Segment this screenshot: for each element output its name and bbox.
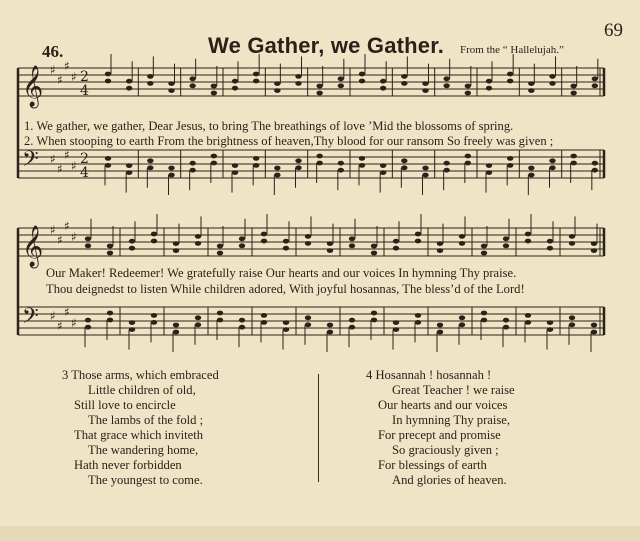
note-head (327, 330, 333, 335)
note-head (239, 318, 245, 323)
note-head (549, 81, 555, 86)
stanza-4-line: So graciously given ; (392, 443, 499, 457)
note-head (338, 168, 344, 173)
note-head (380, 86, 386, 91)
stanza-3-line: The youngest to come. (88, 473, 203, 487)
note-head (437, 248, 443, 253)
stanza-divider (318, 374, 319, 482)
note-head (528, 166, 534, 171)
note-head (107, 244, 113, 249)
note-head (380, 79, 386, 84)
note-head (253, 156, 259, 161)
note-head (232, 163, 238, 168)
note-head (147, 158, 153, 163)
note-head (437, 241, 443, 246)
note-head (481, 244, 487, 249)
note-head (107, 251, 113, 256)
note-head (393, 239, 399, 244)
note-head (359, 156, 365, 161)
stanza-3-line: The lambs of the fold ; (88, 413, 204, 427)
note-head (189, 76, 195, 81)
note-head (393, 320, 399, 325)
note-head (195, 234, 201, 239)
note-head (569, 315, 575, 320)
page-bottom-edge (0, 526, 640, 541)
note-head (401, 165, 407, 170)
bass-clef-icon: 𝄢 (22, 147, 39, 177)
note-head (415, 320, 421, 325)
note-head (126, 170, 132, 175)
note-head (591, 241, 597, 246)
note-head (507, 72, 513, 77)
note-head (173, 330, 179, 335)
note-head (465, 161, 471, 166)
note-head (261, 232, 267, 237)
note-head (592, 168, 598, 173)
sharp-icon: ♯ (50, 152, 56, 166)
note-head (129, 246, 135, 251)
note-head (528, 81, 534, 86)
note-head (327, 323, 333, 328)
note-head (305, 241, 311, 246)
note-head (338, 83, 344, 88)
note-head (547, 246, 553, 251)
note-head (211, 84, 217, 89)
sharp-icon: ♯ (57, 319, 63, 333)
note-head (503, 318, 509, 323)
note-head (401, 81, 407, 86)
note-head (570, 91, 576, 96)
stanza-4-line: In hymning Thy praise, (392, 413, 510, 427)
lyric-line-4: Thou deignedst to listen While children adored, With joyful hosannas, The bless’d of the Lord! (46, 282, 525, 296)
note-head (232, 170, 238, 175)
page-number: 69 (604, 20, 623, 41)
note-head (371, 244, 377, 249)
note-head (217, 251, 223, 256)
note-head (437, 330, 443, 335)
note-head (549, 74, 555, 79)
note-head (107, 318, 113, 323)
note-head (443, 76, 449, 81)
sharp-icon: ♯ (57, 73, 63, 87)
note-head (211, 91, 217, 96)
sharp-icon: ♯ (71, 70, 77, 84)
note-head (359, 163, 365, 168)
hymn-number: 46. (42, 42, 64, 61)
note-head (195, 322, 201, 327)
sharp-icon: ♯ (64, 219, 70, 233)
sharp-icon: ♯ (64, 59, 70, 73)
note-head (459, 315, 465, 320)
note-head (283, 246, 289, 251)
note-head (316, 154, 322, 159)
note-head (528, 88, 534, 93)
time-signature-top: 2 (80, 151, 89, 167)
note-head (147, 165, 153, 170)
note-head (569, 322, 575, 327)
note-head (459, 241, 465, 246)
note-head (570, 84, 576, 89)
note-head (481, 251, 487, 256)
note-head (393, 327, 399, 332)
sharp-icon: ♯ (64, 148, 70, 162)
note-head (525, 320, 531, 325)
stanza-4-line: For blessings of earth (378, 458, 487, 472)
note-head (316, 84, 322, 89)
note-head (592, 161, 598, 166)
note-head (168, 173, 174, 178)
note-head (592, 76, 598, 81)
note-head (211, 161, 217, 166)
note-head (547, 239, 553, 244)
time-signature-bottom: 4 (80, 165, 89, 181)
sharp-icon: ♯ (57, 162, 63, 176)
note-head (380, 170, 386, 175)
note-head (465, 84, 471, 89)
stanza-4-line: Our hearts and our voices (378, 398, 508, 412)
note-head (443, 168, 449, 173)
note-head (465, 154, 471, 159)
sharp-icon: ♯ (57, 233, 63, 247)
note-head (261, 313, 267, 318)
note-head (173, 241, 179, 246)
note-head (105, 163, 111, 168)
note-head (85, 325, 91, 330)
note-head (305, 234, 311, 239)
stanza-3-line: 3 Those arms, which embraced (62, 368, 219, 382)
note-head (415, 239, 421, 244)
note-head (305, 315, 311, 320)
sharp-icon: ♯ (71, 230, 77, 244)
note-head (126, 79, 132, 84)
sharp-icon: ♯ (71, 316, 77, 330)
note-head (393, 246, 399, 251)
note-head (503, 236, 509, 241)
note-head (525, 313, 531, 318)
note-head (437, 323, 443, 328)
note-head (217, 311, 223, 316)
note-head (316, 91, 322, 96)
note-head (129, 327, 135, 332)
note-head (443, 161, 449, 166)
note-head (105, 72, 111, 77)
sharp-icon: ♯ (50, 309, 56, 323)
note-head (129, 239, 135, 244)
stanza-4-line: 4 Hosannah ! hosannah ! (366, 368, 492, 382)
sharp-icon: ♯ (50, 223, 56, 237)
note-head (591, 323, 597, 328)
stanza-4-line: For precept and promise (378, 428, 501, 442)
note-head (359, 72, 365, 77)
note-head (283, 327, 289, 332)
note-head (105, 156, 111, 161)
hymn-source: From the “ Hallelujah.” (460, 44, 564, 56)
stanza-3-line: Little children of old, (88, 383, 196, 397)
note-head (359, 79, 365, 84)
note-head (486, 86, 492, 91)
stanza-4-line: And glories of heaven. (392, 473, 507, 487)
note-head (422, 166, 428, 171)
note-head (486, 79, 492, 84)
note-head (211, 154, 217, 159)
note-head (549, 165, 555, 170)
note-head (274, 173, 280, 178)
note-head (486, 163, 492, 168)
sharp-icon: ♯ (64, 305, 70, 319)
note-head (239, 325, 245, 330)
note-head (338, 161, 344, 166)
note-head (503, 325, 509, 330)
stanza-3-line: The wandering home, (88, 443, 199, 457)
note-head (151, 232, 157, 237)
note-head (371, 318, 377, 323)
treble-clef-icon: 𝄞 (22, 226, 44, 267)
note-head (507, 156, 513, 161)
note-head (274, 88, 280, 93)
note-head (549, 158, 555, 163)
note-head (274, 166, 280, 171)
note-head (415, 232, 421, 237)
note-head (295, 81, 301, 86)
stanza-4 (366, 368, 515, 488)
note-head (261, 239, 267, 244)
note-head (459, 322, 465, 327)
note-head (129, 320, 135, 325)
note-head (217, 318, 223, 323)
note-head (327, 248, 333, 253)
stanza-4-line: Great Teacher ! we raise (392, 383, 515, 397)
note-head (481, 311, 487, 316)
note-head (349, 325, 355, 330)
note-head (338, 76, 344, 81)
note-head (507, 163, 513, 168)
note-head (547, 320, 553, 325)
note-head (151, 313, 157, 318)
note-head (547, 327, 553, 332)
note-head (401, 74, 407, 79)
note-head (126, 86, 132, 91)
stanza-3-line: Still love to encircle (74, 398, 176, 412)
bass-clef-icon: 𝄢 (22, 304, 39, 334)
note-head (85, 236, 91, 241)
note-head (126, 163, 132, 168)
note-head (591, 330, 597, 335)
note-head (151, 239, 157, 244)
note-head (295, 74, 301, 79)
note-head (295, 165, 301, 170)
note-head (147, 81, 153, 86)
note-head (525, 239, 531, 244)
note-head (239, 236, 245, 241)
note-head (570, 154, 576, 159)
sharp-icon: ♯ (50, 63, 56, 77)
stanza-3-line: Hath never forbidden (74, 458, 182, 472)
note-head (481, 318, 487, 323)
note-head (570, 161, 576, 166)
note-head (168, 88, 174, 93)
note-head (253, 79, 259, 84)
note-head (283, 320, 289, 325)
note-head (151, 320, 157, 325)
note-head (283, 239, 289, 244)
treble-clef-icon: 𝄞 (22, 66, 44, 107)
note-head (349, 243, 355, 248)
note-head (195, 315, 201, 320)
lyric-line-3: Our Maker! Redeemer! We gratefully raise Our hearts and our voices In hymning Thy praise. (46, 266, 517, 280)
note-head (401, 158, 407, 163)
note-head (173, 323, 179, 328)
note-head (239, 243, 245, 248)
note-head (459, 234, 465, 239)
note-head (525, 232, 531, 237)
note-head (168, 166, 174, 171)
note-head (465, 91, 471, 96)
note-head (189, 168, 195, 173)
note-head (349, 318, 355, 323)
note-head (415, 313, 421, 318)
note-head (486, 170, 492, 175)
hymn-title: We Gather, we Gather. (208, 33, 445, 58)
note-head (422, 173, 428, 178)
note-head (253, 72, 259, 77)
stanza-3 (62, 368, 219, 488)
time-signature-bottom: 4 (80, 83, 89, 99)
note-head (371, 311, 377, 316)
note-head (507, 79, 513, 84)
time-signature-top: 2 (80, 69, 89, 85)
note-head (105, 79, 111, 84)
note-head (327, 241, 333, 246)
note-head (316, 161, 322, 166)
stanza-3-line: That grace which inviteth (74, 428, 204, 442)
note-head (422, 81, 428, 86)
note-head (232, 79, 238, 84)
note-head (85, 243, 91, 248)
note-head (173, 248, 179, 253)
note-head (569, 234, 575, 239)
note-head (591, 248, 597, 253)
note-head (443, 83, 449, 88)
note-head (147, 74, 153, 79)
note-head (305, 322, 311, 327)
note-head (371, 251, 377, 256)
note-head (189, 161, 195, 166)
note-head (349, 236, 355, 241)
note-head (261, 320, 267, 325)
note-head (85, 318, 91, 323)
note-head (189, 83, 195, 88)
note-head (592, 83, 598, 88)
note-head (107, 311, 113, 316)
note-head (253, 163, 259, 168)
note-head (168, 81, 174, 86)
note-head (380, 163, 386, 168)
lyric-line-1: 1. We gather, we gather, Dear Jesus, to bring The breathings of love ’Mid the blossoms of spring. (24, 119, 514, 133)
note-head (217, 244, 223, 249)
note-head (569, 241, 575, 246)
note-head (232, 86, 238, 91)
note-head (295, 158, 301, 163)
sharp-icon: ♯ (71, 159, 77, 173)
lyric-line-2: 2. When stooping to earth From the brightness of heaven,Thy blood for our ransom So freely was given ; (24, 134, 554, 148)
note-head (195, 241, 201, 246)
note-head (503, 243, 509, 248)
note-head (528, 173, 534, 178)
note-head (274, 81, 280, 86)
note-head (422, 88, 428, 93)
